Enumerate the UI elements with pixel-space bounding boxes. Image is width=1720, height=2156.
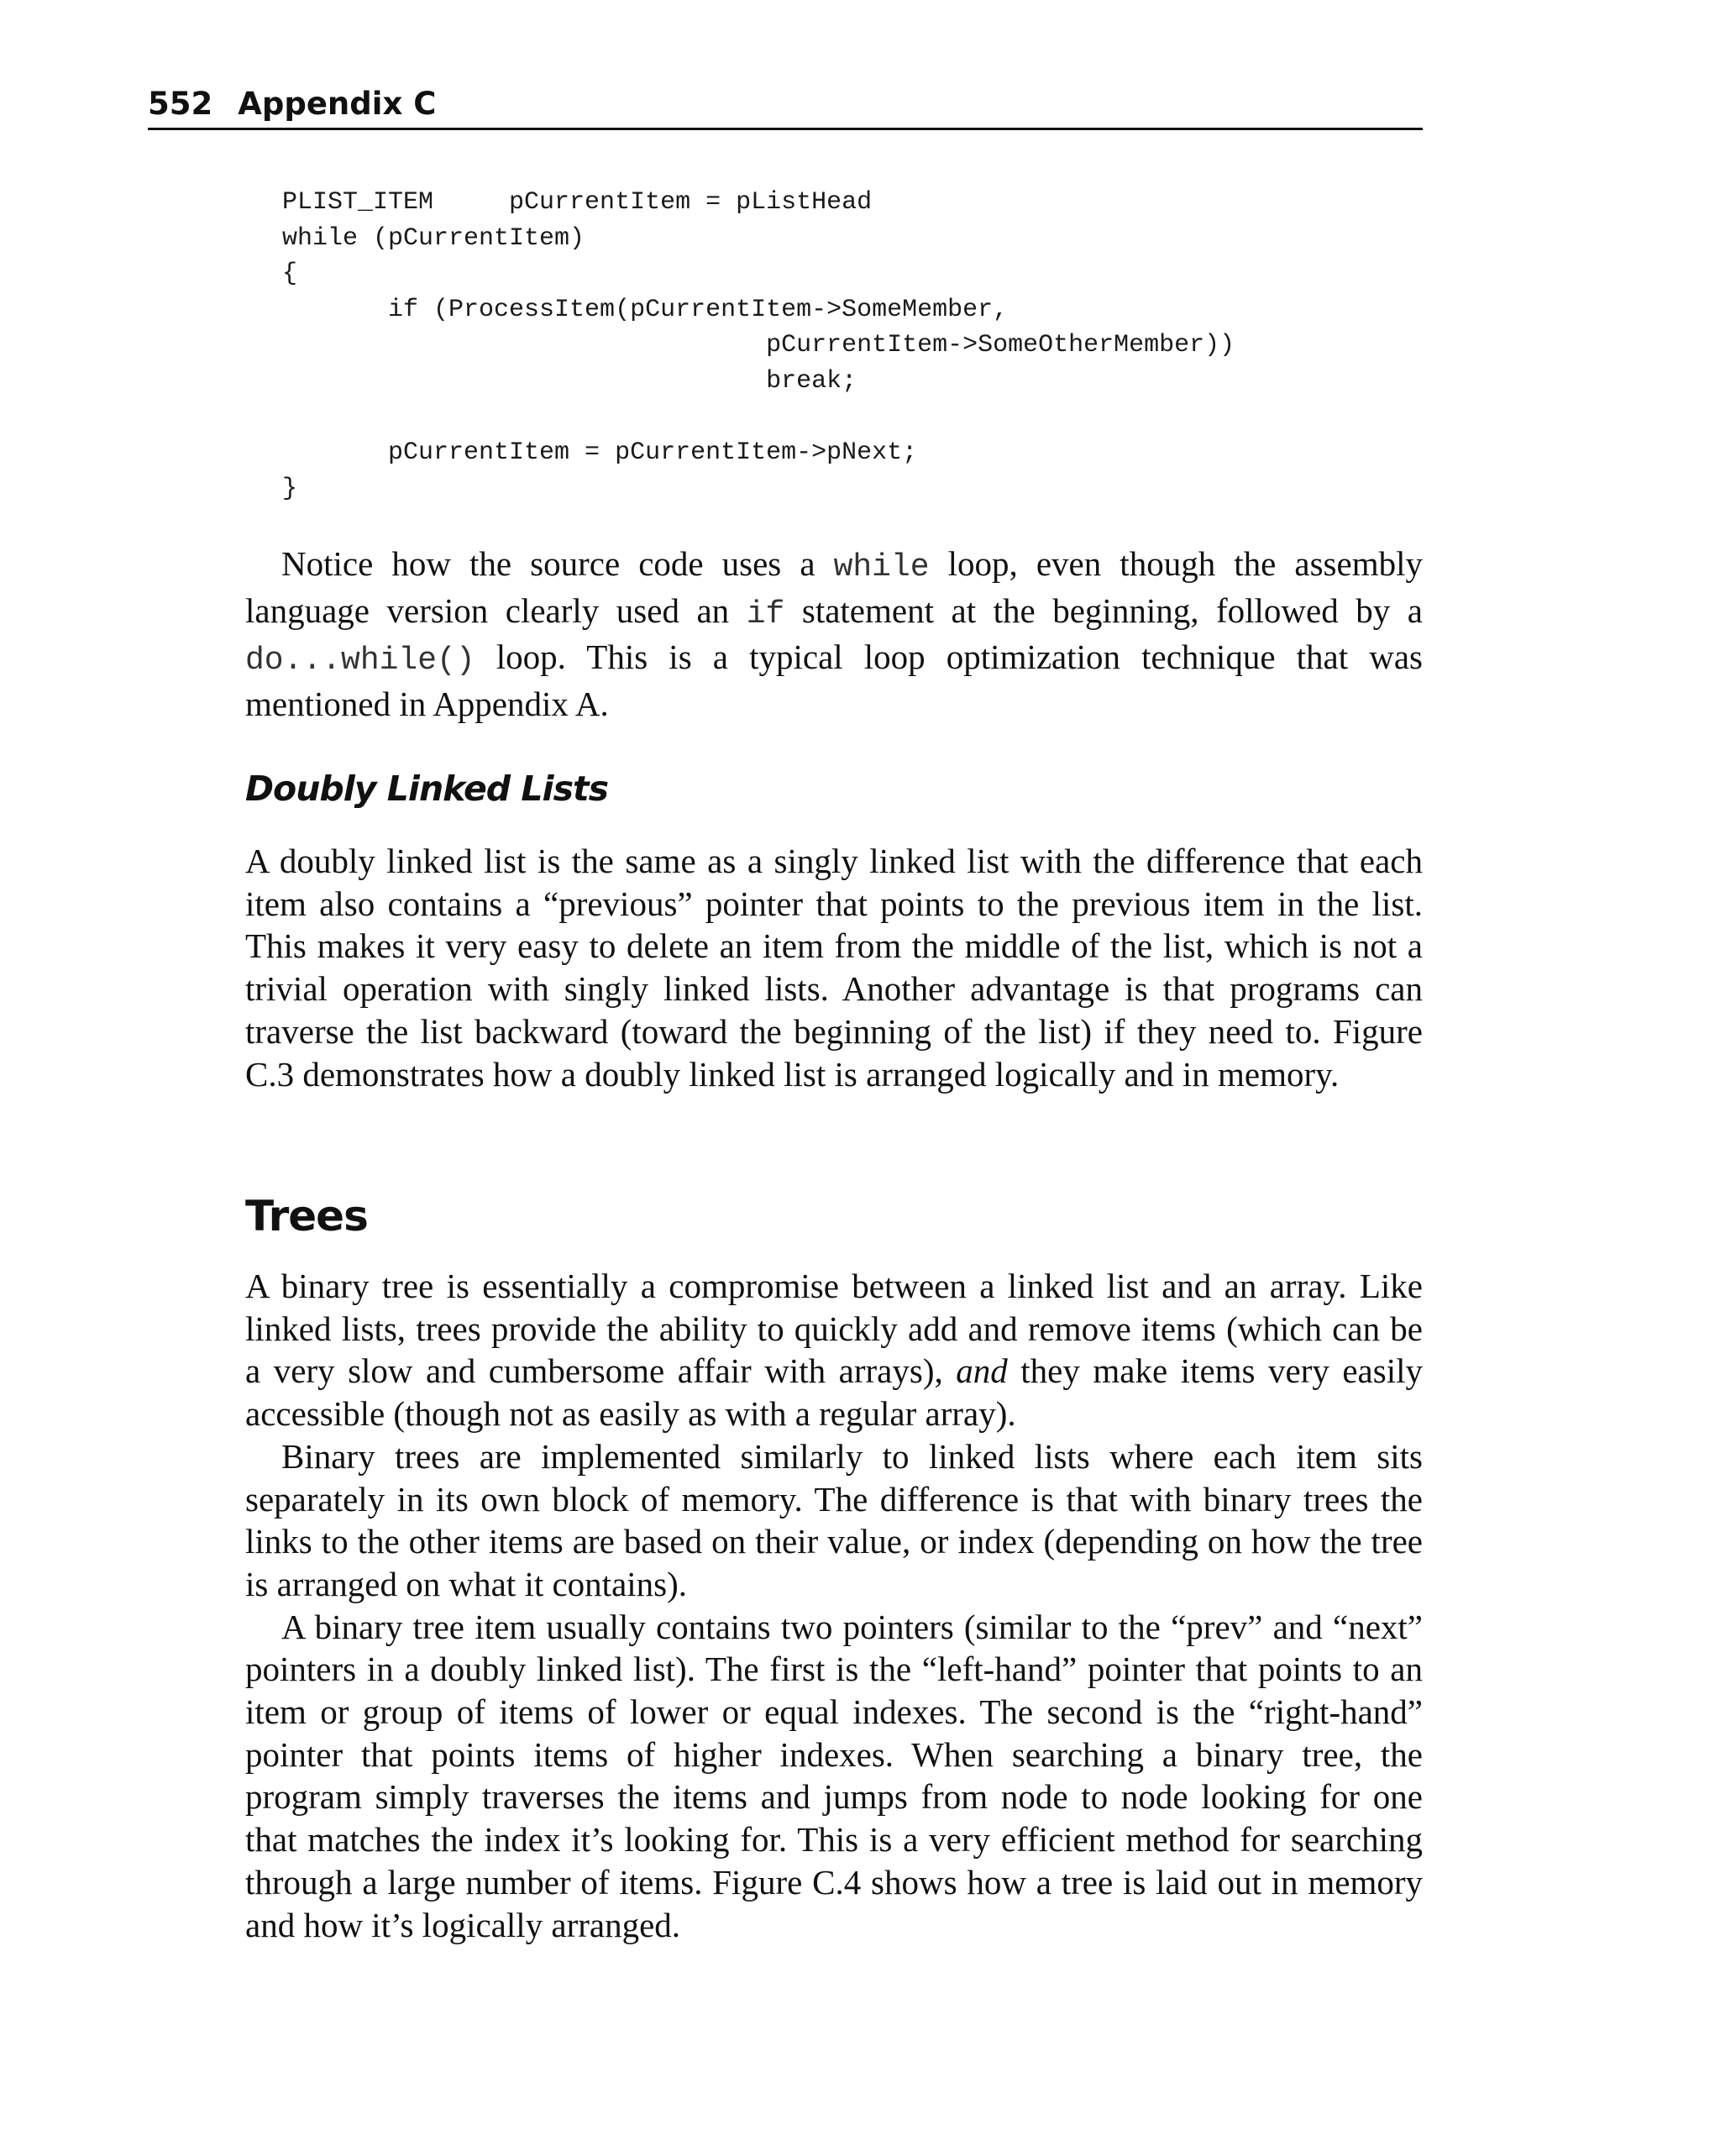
page-number: 552 <box>148 86 213 122</box>
running-head-title: Appendix C <box>238 86 437 122</box>
emphasis-and: and <box>956 1351 1008 1391</box>
paragraph-trees-pointers: A binary tree item usually contains two pointers (similar to the “prev” and “next” pointers in a doubly linked list). The first is the “left-hand” pointer that points to an item or group of items of lower or equal indexes. The second is the “right-hand” pointer that points items of higher indexes. When searching a binary tree, the program simply traverses the items and jumps from node to node looking for one that matches the index it’s looking for. This is a very efficient method for searching through a large number of items. Figure C.4 shows how a tree is laid out in memory and how it’s logically arranged. <box>245 1607 1423 1944</box>
inline-code-do-while: do...while() <box>245 643 475 679</box>
inline-code-if: if <box>746 595 785 632</box>
trees-body <box>245 1265 1423 1946</box>
paragraph-trees-implementation: Binary trees are implemented similarly to linked lists where each item sits separately in its own block of memory. The difference is that with binary trees the links to the other items are based on their value, or index (depending on how the tree is arranged on what it contains). <box>245 1436 1423 1603</box>
paragraph-doubly-linked-lists: A doubly linked list is the same as a singly linked list with the difference that each item also contains a “previous” pointer that points to the previous item in the list. This makes it very easy to delete an item from the middle of the list, which is not a trivial operation with singly linked lists. Another advantage is that programs can traverse the list backward (toward the beginning of the list) if they need to. Figure C.3 demonstrates how a doubly linked list is arranged logically and in memory. <box>245 842 1423 1094</box>
running-header <box>148 81 1423 130</box>
section-heading-doubly-linked-lists: Doubly Linked Lists <box>245 769 608 809</box>
paragraph-trees-intro: A binary tree is essentially a compromise between a linked list and an array. Like linked lists, trees provide the ability to quickly add and remove items (which can be a very slow and cumbersome affair with arrays), and they make items very easily accessible (though not as easily as with a regular array). <box>245 1267 1423 1434</box>
paragraph-loop-optimization: Notice how the source code uses a while loop, even though the assembly language version clearly used an if statement at the beginning, followed by a do...while() loop. This is a typical loop optimization technique that was mentioned in Appendix A. <box>245 544 1423 724</box>
code-listing: PLIST_ITEM pCurrentItem = pListHead while (pCurrentItem) { if (ProcessItem(pCurrentItem->SomeMember, pCurrentItem->SomeOtherMember)) break; pCurrentItem = pCurrentItem->pNext; } <box>282 188 1235 503</box>
inline-code-while: while <box>833 549 930 585</box>
section-heading-trees: Trees <box>245 1192 368 1241</box>
